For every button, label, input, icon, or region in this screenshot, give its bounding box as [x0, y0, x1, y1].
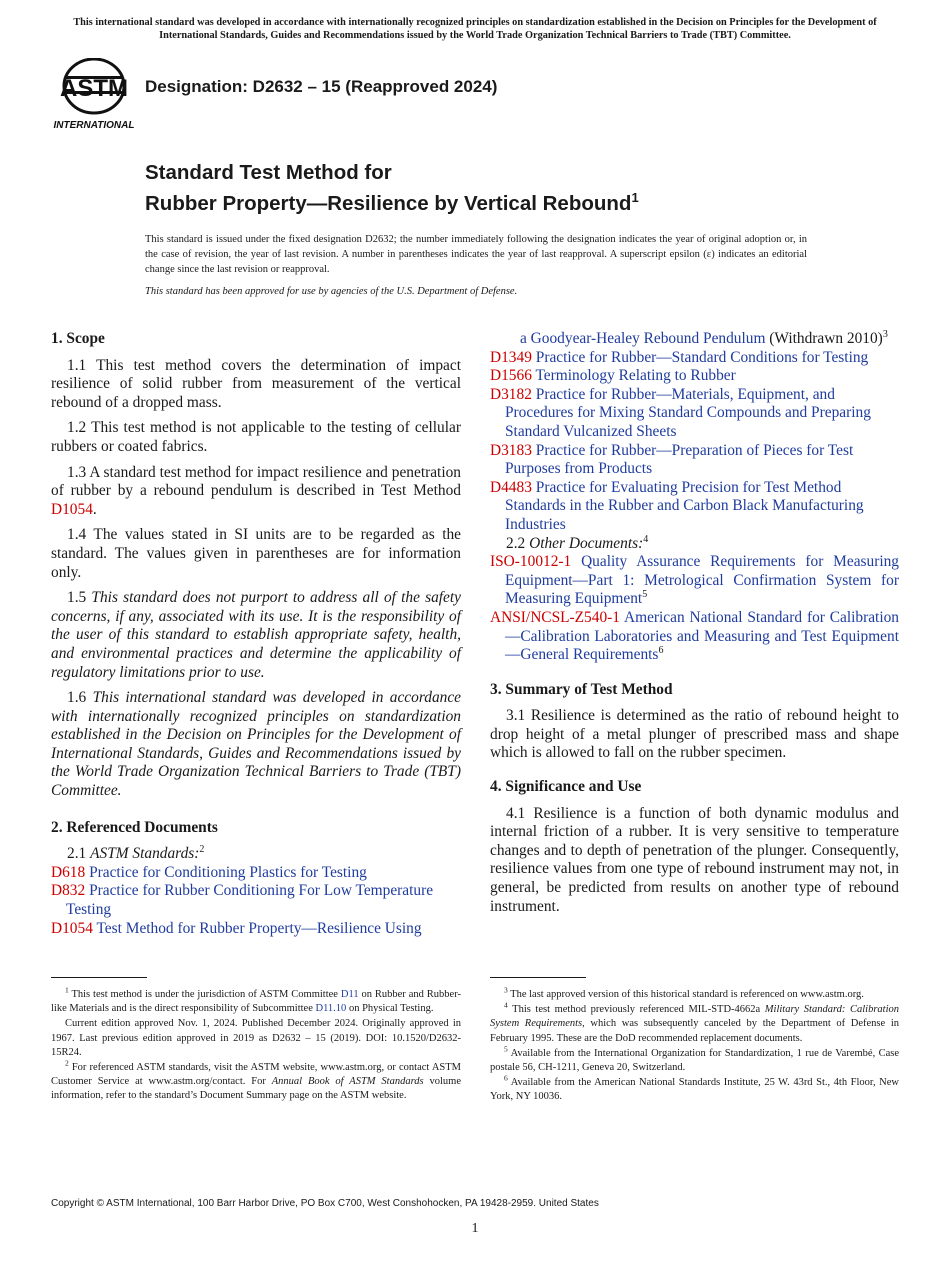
scope-1-6: 1.6 This international standard was developed in accordance with internationally recognized principles on standardization established in the Decision on Principles for the Development of International Standards, Guides and Recommendations issued by the World Trade Organization Technical Barriers to Trade (TBT) Committee. [51, 689, 461, 800]
footnote-3: $^3$ The last approved version of this historical standard is referenced on www.astm.org. [504, 985, 864, 1000]
significance-heading: 4. Significance and Use [490, 778, 642, 796]
ref-item-d1054-cont[interactable]: a Goodyear-Healey Rebound Pendulum (Withdrawn 2010)$^3$ [520, 328, 888, 347]
scope-heading: 1. Scope [51, 330, 105, 347]
title-line-1: Standard Test Method for [145, 161, 392, 184]
link-d11[interactable]: D11 [340, 989, 359, 1000]
scope-1-4: 1.4 The values stated in SI units are to be regarded as the standard. The values given in parentheses are for information only. [51, 526, 461, 581]
footnote-1: $^1$ This test method is under the jurisdiction of ASTM Committee D11 on Rubber and Rubber-like Materials and is the direct responsibility of Subcommittee D11.10 on Physical Testing. [51, 985, 461, 1015]
ref-item-ansi-ncsl[interactable]: ANSI/NCSL-Z540-1 American National Standard for Calibration—Calibration Laboratories and Measuring and Test Equipment—General Requirements$^6$ [490, 608, 899, 664]
summary-heading: 3. Summary of Test Method [490, 680, 673, 698]
footnote-5: $^5$ Available from the International Organization for Standardization, 1 rue de Varembé, Case postale 56, CH-1211, Geneva 20, Switzerland. [490, 1044, 899, 1074]
link-d1054[interactable]: D1054 [51, 500, 93, 518]
footnote-2: $^2$ For referenced ASTM standards, visit the ASTM website, www.astm.org, or contact ASTM Customer Service at www.astm.org/contact. For Annual Book of ASTM Standards volume information, refer to the standard’s Document Summary page on the ASTM website. [51, 1058, 462, 1102]
scope-1-2: 1.2 This test method is not applicable to the testing of cellular rubbers or coated fabrics. [51, 419, 461, 455]
other-documents-label: 2.2 Other Documents:$^4$ [506, 533, 649, 552]
page-title [145, 160, 639, 216]
logo-mark: ASTM [60, 75, 128, 102]
footnote-rule-right [490, 977, 586, 978]
refdocs-heading: 2. Referenced Documents [51, 818, 218, 836]
title-line-2: Rubber Property—Resilience by Vertical Rebound$^1$ [145, 190, 639, 215]
ref-item-d3183[interactable]: D3183 Practice for Rubber—Preparation of Pieces for Test Purposes from Products [490, 441, 854, 478]
ref-item-d1566[interactable]: D1566 Terminology Relating to Rubber [490, 367, 736, 385]
ref-item-d618[interactable]: D618 Practice for Conditioning Plastics for Testing [51, 863, 367, 881]
scope-1-5: 1.5 This standard does not purport to address all of the safety concerns, if any, associated with its use. It is the responsibility of the user of this standard to establish appropriate safety, health, and environmental practices and determine the applicability of regulatory limitations prior to use. [51, 589, 461, 681]
astm-logo [52, 58, 136, 132]
top-note: This international standard was developed in accordance with internationally recognized principles on standardization established in the Decision on Principles for the Development of International Standards, Guides and Recommendations issued by the World Trade Organization Technical Barriers to Trade (TBT) Committee. [73, 17, 877, 41]
copyright: Copyright © ASTM International, 100 Barr Harbor Drive, PO Box C700, West Conshohocken, PA 19428-2959. United States [51, 1198, 599, 1209]
ref-item-d3182[interactable]: D3182 Practice for Rubber—Materials, Equipment, and Procedures for Mixing Standard Compounds and Preparing Standard Vulcanized Sheets [490, 385, 871, 440]
significance-4-1: 4.1 Resilience is a function of both dynamic modulus and internal friction of a rubber. It is very sensitive to temperature changes and to depth of penetration of the plunger. Consequently, resilience values from one type of rebound instrument may not, in general, be predicted from results on another type of rebound instrument. [490, 804, 899, 915]
footnotes-left [51, 985, 462, 1105]
scope-1-3: 1.3 A standard test method for impact resilience and penetration of rubber by a rebound pendulum is described in Test Method D1054. [51, 463, 461, 518]
ref-item-d4483[interactable]: D4483 Practice for Evaluating Precision for Test Method Standards in the Rubber and Carbon Black Manufacturing Industries [490, 478, 864, 533]
footnote-4: $^4$ This test method previously referenced MIL-STD-4662a Military Standard: Calibration System Requirements, which was subsequently canceled by the Department of Defense in February 1995. These are the DoD recommended replacement documents. [490, 1000, 899, 1044]
summary-3-1: 3.1 Resilience is determined as the ratio of rebound height to drop height of a metal plunger of prescribed mass and shape which is allowed to fall on the rubber specimen. [490, 707, 899, 762]
issued-note: This standard is issued under the fixed designation D2632; the number immediately following the designation indicates the year of original adoption or, in the case of revision, the year of last revision. A number in parentheses indicates the year of last reapproval. A superscript epsilon (ε) indicates an editorial change since the last revision or reapproval. [145, 234, 807, 275]
left-column [51, 330, 461, 938]
ref-item-iso-10012-1[interactable]: ISO-10012-1 Quality Assurance Requirements for Measuring Equipment—Part 1: Metrological Confirmation System for Measuring Equipment$^5$ [490, 553, 899, 608]
scope-1-1: 1.1 This test method covers the determination of impact resilience of solid rubber from measurement of the vertical rebound of a dropped mass. [51, 356, 461, 411]
page-number: 1 [471, 1221, 479, 1236]
right-column [490, 330, 899, 923]
ref-item-d832[interactable]: D832 Practice for Rubber Conditioning For Low Temperature Testing [51, 882, 434, 919]
link-d11-10[interactable]: D11.10 [315, 1003, 347, 1015]
defense-note: This standard has been approved for use by agencies of the U.S. Department of Defense. [145, 286, 518, 297]
edition-note: Current edition approved Nov. 1, 2024. Published December 2024. Originally approved in 1967. Last previous edition approved in 2019 as D2632 – 15 (2019). DOI: 10.1520/D2632-15R24. [51, 1018, 461, 1058]
designation: Designation: D2632 – 15 (Reapproved 2024) [145, 77, 498, 96]
footnote-rule-left [51, 977, 147, 978]
astm-standards-label: 2.1 ASTM Standards:$^2$ [67, 844, 205, 863]
footnote-6: $^6$ Available from the American National Standards Institute, 25 W. 43rd St., 4th Floor, New York, NY 10036. [490, 1073, 899, 1103]
ref-item-d1054[interactable]: D1054 Test Method for Rubber Property—Resilience Using [51, 919, 422, 937]
ref-item-d1349[interactable]: D1349 Practice for Rubber—Standard Conditions for Testing [490, 348, 869, 366]
footnotes-right [490, 985, 899, 1106]
logo-text: INTERNATIONAL [53, 120, 135, 131]
